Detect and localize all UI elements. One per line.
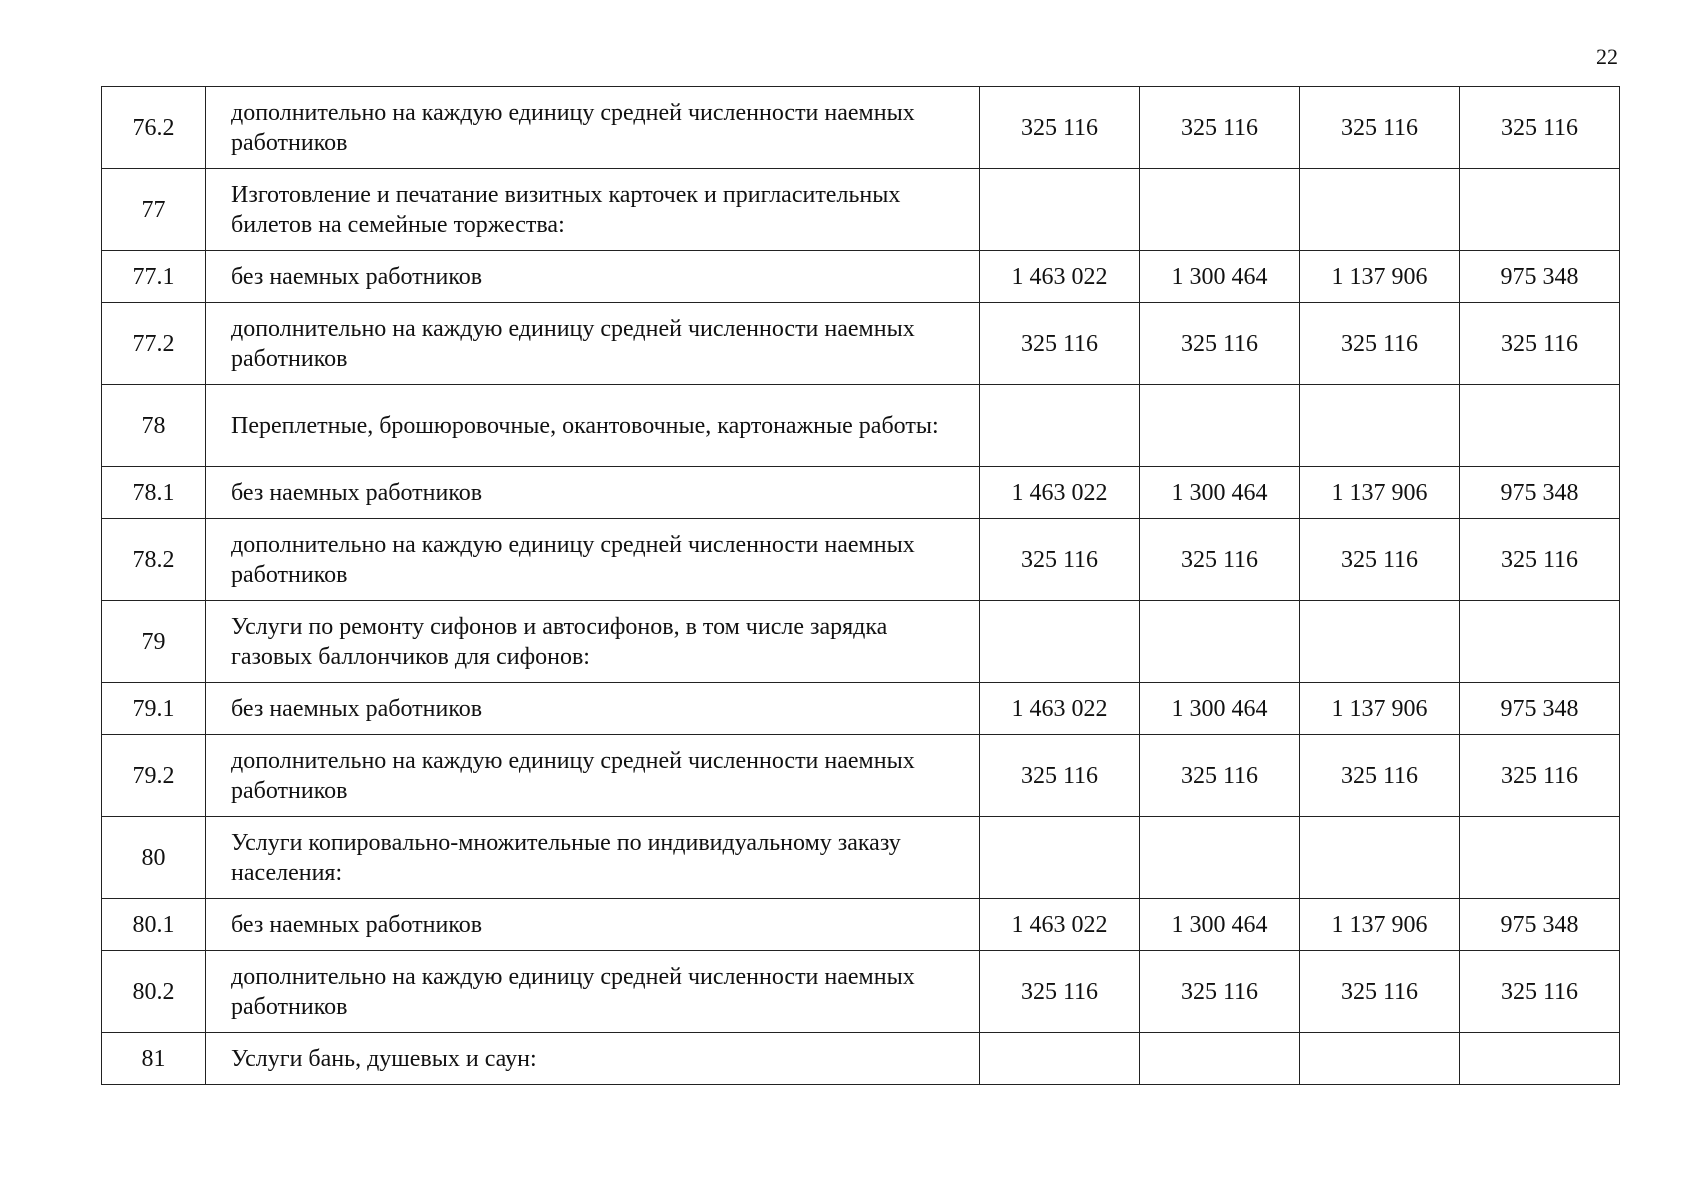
value-cell-3: 325 116: [1300, 519, 1460, 601]
value-cell-3: 1 137 906: [1300, 899, 1460, 951]
table-row: [102, 951, 1620, 1033]
row-number-cell: 78.1: [102, 467, 206, 519]
description-cell: дополнительно на каждую единицу средней численности наемных работников: [206, 735, 980, 817]
row-number-cell: 81: [102, 1033, 206, 1085]
value-cell-1: [980, 601, 1140, 683]
table-row: [102, 87, 1620, 169]
value-cell-3: 325 116: [1300, 303, 1460, 385]
value-cell-2: 325 116: [1140, 951, 1300, 1033]
value-cell-4: 975 348: [1460, 251, 1620, 303]
value-cell-4: 325 116: [1460, 735, 1620, 817]
value-cell-2: [1140, 169, 1300, 251]
value-cell-4: 325 116: [1460, 87, 1620, 169]
page-number: 22: [1596, 44, 1618, 69]
value-cell-3: 1 137 906: [1300, 683, 1460, 735]
row-number-cell: 76.2: [102, 87, 206, 169]
row-number-cell: 80.2: [102, 951, 206, 1033]
value-cell-2: 325 116: [1140, 735, 1300, 817]
row-number-cell: 80.1: [102, 899, 206, 951]
value-cell-3: [1300, 385, 1460, 467]
value-cell-2: 1 300 464: [1140, 251, 1300, 303]
value-cell-1: 1 463 022: [980, 467, 1140, 519]
value-cell-3: 325 116: [1300, 735, 1460, 817]
table-row: [102, 251, 1620, 303]
description-cell: без наемных работников: [206, 683, 980, 735]
value-cell-3: [1300, 817, 1460, 899]
description-cell: без наемных работников: [206, 467, 980, 519]
value-cell-1: [980, 385, 1140, 467]
row-number-cell: 79.1: [102, 683, 206, 735]
value-cell-1: 325 116: [980, 519, 1140, 601]
value-cell-2: 1 300 464: [1140, 683, 1300, 735]
row-number-cell: 79: [102, 601, 206, 683]
row-number-cell: 77.2: [102, 303, 206, 385]
value-cell-1: 325 116: [980, 303, 1140, 385]
value-cell-3: [1300, 1033, 1460, 1085]
value-cell-4: 975 348: [1460, 899, 1620, 951]
value-cell-1: [980, 169, 1140, 251]
description-cell: дополнительно на каждую единицу средней численности наемных работников: [206, 519, 980, 601]
value-cell-1: 1 463 022: [980, 683, 1140, 735]
value-cell-4: [1460, 601, 1620, 683]
row-number-cell: 80: [102, 817, 206, 899]
table-row: [102, 1033, 1620, 1085]
value-cell-1: 1 463 022: [980, 251, 1140, 303]
value-cell-3: 325 116: [1300, 87, 1460, 169]
description-cell: Услуги по ремонту сифонов и автосифонов, в том числе зарядка газовых баллончиков для сифонов:: [206, 601, 980, 683]
description-cell: Услуги бань, душевых и саун:: [206, 1033, 980, 1085]
value-cell-2: 325 116: [1140, 87, 1300, 169]
table-row: [102, 169, 1620, 251]
value-cell-4: [1460, 385, 1620, 467]
value-cell-3: 1 137 906: [1300, 251, 1460, 303]
value-cell-2: 1 300 464: [1140, 899, 1300, 951]
value-cell-4: 325 116: [1460, 951, 1620, 1033]
value-cell-1: [980, 817, 1140, 899]
table-row: [102, 899, 1620, 951]
row-number-cell: 79.2: [102, 735, 206, 817]
table-row: [102, 683, 1620, 735]
description-cell: дополнительно на каждую единицу средней численности наемных работников: [206, 951, 980, 1033]
description-cell: дополнительно на каждую единицу средней численности наемных работников: [206, 87, 980, 169]
value-cell-1: 1 463 022: [980, 899, 1140, 951]
table-row: [102, 303, 1620, 385]
description-cell: Услуги копировально-множительные по индивидуальному заказу населения:: [206, 817, 980, 899]
value-cell-4: 975 348: [1460, 683, 1620, 735]
value-cell-1: 325 116: [980, 735, 1140, 817]
rates-table: [101, 86, 1620, 1085]
value-cell-2: 325 116: [1140, 303, 1300, 385]
value-cell-4: [1460, 1033, 1620, 1085]
value-cell-2: [1140, 385, 1300, 467]
row-number-cell: 78.2: [102, 519, 206, 601]
value-cell-3: [1300, 601, 1460, 683]
row-number-cell: 77.1: [102, 251, 206, 303]
table-row: [102, 385, 1620, 467]
value-cell-2: [1140, 817, 1300, 899]
value-cell-2: [1140, 601, 1300, 683]
value-cell-4: 975 348: [1460, 467, 1620, 519]
value-cell-4: 325 116: [1460, 519, 1620, 601]
value-cell-3: 325 116: [1300, 951, 1460, 1033]
rates-table-body: [102, 87, 1620, 1085]
description-cell: без наемных работников: [206, 251, 980, 303]
table-row: [102, 735, 1620, 817]
value-cell-2: [1140, 1033, 1300, 1085]
value-cell-4: 325 116: [1460, 303, 1620, 385]
value-cell-2: 1 300 464: [1140, 467, 1300, 519]
row-number-cell: 78: [102, 385, 206, 467]
table-row: [102, 519, 1620, 601]
table-row: [102, 467, 1620, 519]
description-cell: дополнительно на каждую единицу средней численности наемных работников: [206, 303, 980, 385]
table-row: [102, 817, 1620, 899]
value-cell-1: 325 116: [980, 87, 1140, 169]
row-number-cell: 77: [102, 169, 206, 251]
description-cell: без наемных работников: [206, 899, 980, 951]
value-cell-1: [980, 1033, 1140, 1085]
value-cell-4: [1460, 169, 1620, 251]
value-cell-1: 325 116: [980, 951, 1140, 1033]
description-cell: Переплетные, брошюровочные, окантовочные, картонажные работы:: [206, 385, 980, 467]
description-cell: Изготовление и печатание визитных карточек и пригласительных билетов на семейные торжества:: [206, 169, 980, 251]
value-cell-3: 1 137 906: [1300, 467, 1460, 519]
value-cell-3: [1300, 169, 1460, 251]
value-cell-4: [1460, 817, 1620, 899]
value-cell-2: 325 116: [1140, 519, 1300, 601]
table-row: [102, 601, 1620, 683]
